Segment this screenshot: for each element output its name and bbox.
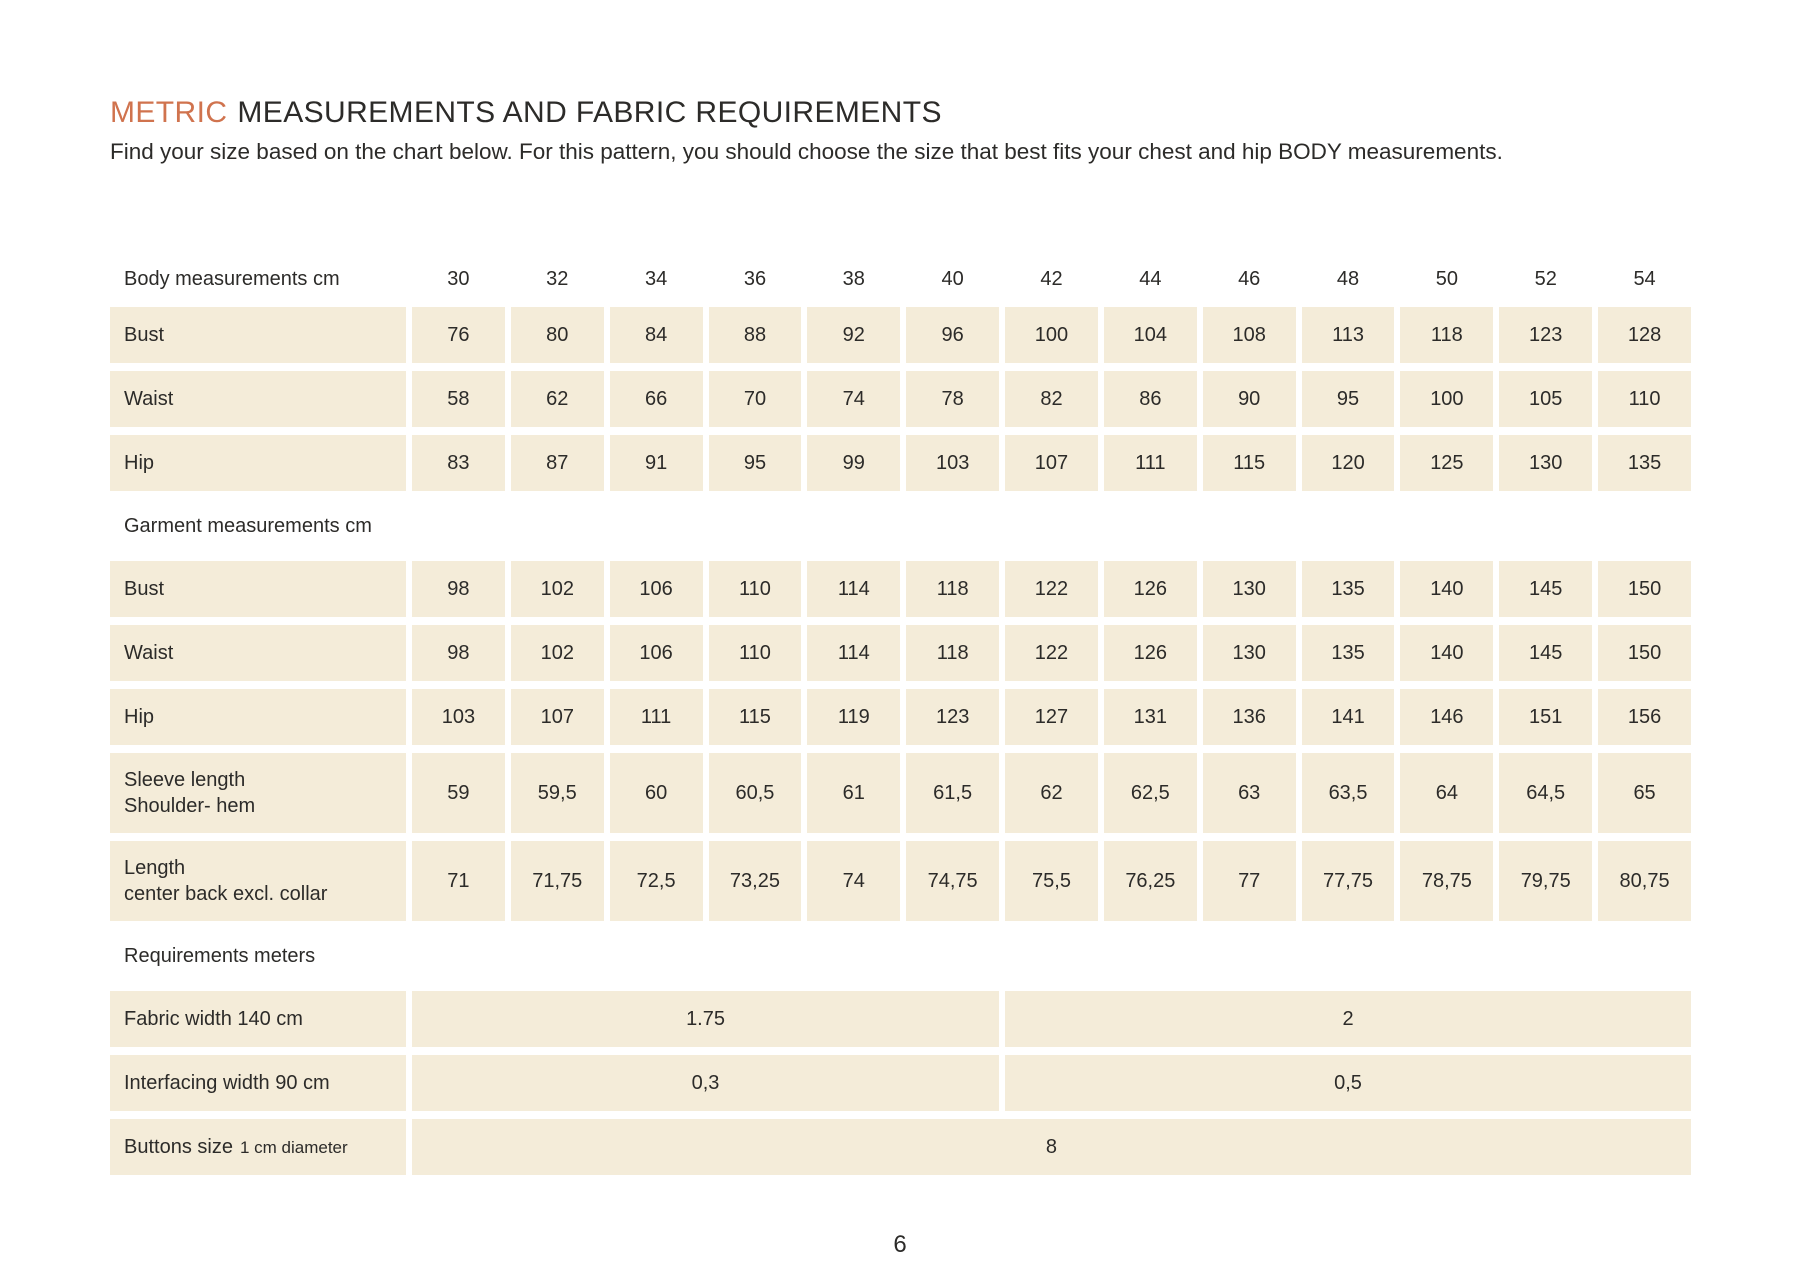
measurement-cell: 76 xyxy=(412,307,505,363)
measurement-cell: 130 xyxy=(1499,435,1592,491)
row-label-cell xyxy=(110,841,406,921)
measurement-cell: 78,75 xyxy=(1400,841,1493,921)
measurement-cell: 111 xyxy=(610,689,703,745)
measurement-cell: 107 xyxy=(1005,435,1098,491)
row-label-cell xyxy=(110,561,406,617)
requirement-value-cell: 2 xyxy=(1005,991,1691,1047)
measurement-cell: 118 xyxy=(906,561,999,617)
measurement-cell: 73,25 xyxy=(709,841,802,921)
size-column-header: 32 xyxy=(546,267,569,290)
measurement-cell: 71,75 xyxy=(511,841,604,921)
measurement-cell: 104 xyxy=(1104,307,1197,363)
measurement-cell: 135 xyxy=(1302,625,1395,681)
measurement-cell: 66 xyxy=(610,371,703,427)
measurement-cell: 106 xyxy=(610,625,703,681)
size-column-header: 52 xyxy=(1534,267,1557,290)
measurement-cell: 140 xyxy=(1400,625,1493,681)
measurement-cell: 99 xyxy=(807,435,900,491)
measurement-cell: 146 xyxy=(1400,689,1493,745)
measurement-cell: 106 xyxy=(610,561,703,617)
measurement-cell: 86 xyxy=(1104,371,1197,427)
size-column-header: 34 xyxy=(644,267,668,290)
measurement-cell: 123 xyxy=(906,689,999,745)
measurement-cell: 79,75 xyxy=(1499,841,1592,921)
measurement-cell: 141 xyxy=(1302,689,1395,745)
measurement-cell: 58 xyxy=(412,371,505,427)
measurement-cell: 130 xyxy=(1203,561,1296,617)
measurement-cell: 131 xyxy=(1104,689,1197,745)
measurement-cell: 76,25 xyxy=(1104,841,1197,921)
measurement-cell: 126 xyxy=(1104,625,1197,681)
row-label-line xyxy=(124,1070,330,1096)
row-label-cell xyxy=(110,991,406,1047)
row-label-line: Sleeve length xyxy=(124,768,246,791)
section-header-requirements: Requirements meters xyxy=(124,944,316,967)
measurement-cell: 108 xyxy=(1203,307,1296,363)
page-subtitle: Find your size based on the chart below. For this pattern, you should choose the size that best fits your chest and hip BODY measurements. xyxy=(110,139,1503,164)
page-number: 6 xyxy=(893,1231,907,1258)
measurement-cell: 126 xyxy=(1104,561,1197,617)
measurement-cell: 103 xyxy=(412,689,505,745)
measurement-cell: 59 xyxy=(412,753,505,833)
page-content xyxy=(110,96,1691,1175)
requirement-value-cell: 1.75 xyxy=(412,991,999,1047)
measurement-cell: 59,5 xyxy=(511,753,604,833)
measurement-cell: 60,5 xyxy=(709,753,802,833)
measurement-cell: 64,5 xyxy=(1499,753,1592,833)
measurement-cell: 122 xyxy=(1005,625,1098,681)
measurement-cell: 95 xyxy=(709,435,802,491)
measurement-cell: 77 xyxy=(1203,841,1296,921)
row-label-text: Fabric width 140 cm xyxy=(124,1007,303,1030)
requirement-value-cell: 8 xyxy=(412,1119,1691,1175)
measurement-cell: 118 xyxy=(906,625,999,681)
row-label-line: Hip xyxy=(124,705,155,728)
row-label-text: Buttons size xyxy=(124,1135,233,1158)
measurement-cell: 105 xyxy=(1499,371,1592,427)
row-label-line xyxy=(124,1006,303,1032)
measurement-cell: 110 xyxy=(709,561,802,617)
size-column-header: 42 xyxy=(1040,267,1063,290)
measurement-cell: 156 xyxy=(1598,689,1691,745)
size-column-header: 46 xyxy=(1238,267,1261,290)
measurement-cell: 135 xyxy=(1598,435,1691,491)
size-column-header: 50 xyxy=(1435,267,1458,290)
measurement-cell: 62 xyxy=(1005,753,1098,833)
measurement-cell: 114 xyxy=(807,625,900,681)
measurement-cell: 120 xyxy=(1302,435,1395,491)
measurement-cell: 125 xyxy=(1400,435,1493,491)
row-label-cell: Waist xyxy=(110,371,406,427)
measurement-cell: 60 xyxy=(610,753,703,833)
title-rest: MEASUREMENTS AND FABRIC REQUIREMENTS xyxy=(237,96,942,129)
measurement-cell: 63 xyxy=(1203,753,1296,833)
measurement-cell: 80,75 xyxy=(1598,841,1691,921)
measurement-cell: 145 xyxy=(1499,625,1592,681)
size-column-header: 54 xyxy=(1633,267,1656,290)
measurement-cell: 115 xyxy=(1203,435,1296,491)
measurement-cell: 61,5 xyxy=(906,753,999,833)
measurement-cell: 119 xyxy=(807,689,900,745)
measurement-cell: 103 xyxy=(906,435,999,491)
size-column-header: 38 xyxy=(842,267,865,290)
measurement-cell: 70 xyxy=(709,371,802,427)
measurement-cell: 111 xyxy=(1104,435,1197,491)
measurement-cell: 100 xyxy=(1005,307,1098,363)
measurement-cell: 78 xyxy=(906,371,999,427)
measurement-cell: 151 xyxy=(1499,689,1592,745)
measurement-cell: 83 xyxy=(412,435,505,491)
measurement-cell: 72,5 xyxy=(610,841,703,921)
requirement-value-cell: 0,5 xyxy=(1005,1055,1691,1111)
measurement-cell: 115 xyxy=(709,689,802,745)
measurement-cell: 98 xyxy=(412,625,505,681)
size-column-header: 30 xyxy=(447,267,470,290)
measurement-cell: 87 xyxy=(511,435,604,491)
measurement-cell: 75,5 xyxy=(1005,841,1098,921)
measurement-cell: 118 xyxy=(1400,307,1493,363)
measurement-cell: 100 xyxy=(1400,371,1493,427)
measurement-cell: 114 xyxy=(807,561,900,617)
measurement-cell: 110 xyxy=(709,625,802,681)
measurement-cell: 130 xyxy=(1203,625,1296,681)
measurement-cell: 95 xyxy=(1302,371,1395,427)
measurement-cell: 150 xyxy=(1598,625,1691,681)
measurement-cell: 107 xyxy=(511,689,604,745)
measurement-cell: 136 xyxy=(1203,689,1296,745)
row-label-line: Waist xyxy=(124,641,174,664)
row-label-cell xyxy=(110,689,406,745)
measurement-cell: 71 xyxy=(412,841,505,921)
measurement-cell: 62,5 xyxy=(1104,753,1197,833)
measurement-cell: 64 xyxy=(1400,753,1493,833)
size-chart-table xyxy=(110,259,1691,1175)
measurement-cell: 61 xyxy=(807,753,900,833)
measurement-cell: 98 xyxy=(412,561,505,617)
title-highlight: METRIC xyxy=(110,96,228,129)
size-column-header: 44 xyxy=(1139,267,1162,290)
measurement-cell: 122 xyxy=(1005,561,1098,617)
measurement-cell: 80 xyxy=(511,307,604,363)
row-label-cell xyxy=(110,1119,406,1175)
section-header-garment: Garment measurements cm xyxy=(124,514,372,537)
measurement-cell: 92 xyxy=(807,307,900,363)
measurement-cell: 110 xyxy=(1598,371,1691,427)
row-label-cell: Bust xyxy=(110,307,406,363)
row-label-line: Bust xyxy=(124,577,165,600)
row-label-line: Length xyxy=(124,856,186,879)
measurement-cell: 145 xyxy=(1499,561,1592,617)
measurement-cell: 96 xyxy=(906,307,999,363)
row-label-cell xyxy=(110,625,406,681)
measurement-cell: 128 xyxy=(1598,307,1691,363)
measurement-cell: 65 xyxy=(1598,753,1691,833)
row-label-cell xyxy=(110,753,406,833)
row-label-text: Interfacing width 90 cm xyxy=(124,1071,330,1094)
measurement-cell: 63,5 xyxy=(1302,753,1395,833)
measurement-cell: 90 xyxy=(1203,371,1296,427)
measurement-cell: 77,75 xyxy=(1302,841,1395,921)
requirement-value-cell: 0,3 xyxy=(412,1055,999,1111)
column-header-body-measurements: Body measurements cm xyxy=(124,267,340,290)
measurement-cell: 84 xyxy=(610,307,703,363)
measurement-cell: 135 xyxy=(1302,561,1395,617)
measurement-cell: 91 xyxy=(610,435,703,491)
measurement-cell: 74 xyxy=(807,371,900,427)
measurement-cell: 62 xyxy=(511,371,604,427)
page-title xyxy=(110,96,1691,130)
measurement-cell: 74 xyxy=(807,841,900,921)
size-column-header: 40 xyxy=(941,267,964,290)
measurement-cell: 140 xyxy=(1400,561,1493,617)
row-sublabel-line: Shoulder- hem xyxy=(124,794,256,817)
measurement-cell: 123 xyxy=(1499,307,1592,363)
size-column-header: 48 xyxy=(1336,267,1360,290)
row-sublabel-line: center back excl. collar xyxy=(124,882,328,905)
measurement-cell: 82 xyxy=(1005,371,1098,427)
row-label-small-text: 1 cm diameter xyxy=(239,1137,348,1157)
measurement-cell: 102 xyxy=(511,561,604,617)
measurement-cell: 102 xyxy=(511,625,604,681)
row-label-cell: Hip xyxy=(110,435,406,491)
measurement-cell: 88 xyxy=(709,307,802,363)
measurement-cell: 127 xyxy=(1005,689,1098,745)
size-column-header: 36 xyxy=(743,267,767,290)
measurement-cell: 74,75 xyxy=(906,841,999,921)
row-label-cell xyxy=(110,1055,406,1111)
measurement-cell: 113 xyxy=(1302,307,1395,363)
row-label-line xyxy=(124,1134,348,1160)
measurement-cell: 150 xyxy=(1598,561,1691,617)
